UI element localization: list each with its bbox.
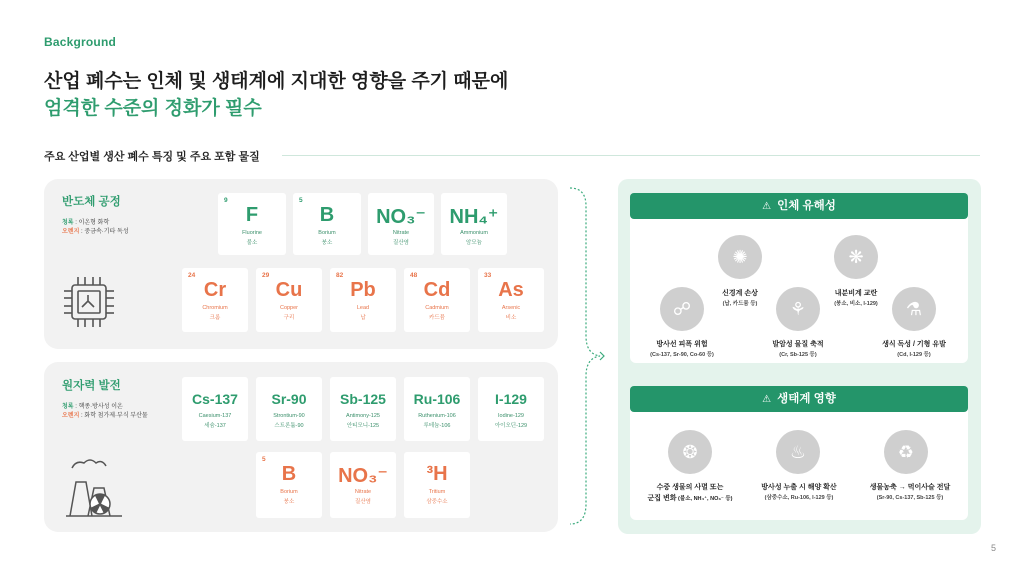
subheading: 주요 산업별 생산 폐수 특징 및 주요 포함 물질 (44, 151, 260, 163)
human-impact-header: ⚠ 인체 유해성 (630, 193, 968, 219)
cells-icon: ⚘ (776, 287, 820, 331)
human-impact-card (630, 193, 968, 363)
impact-sub: (Sr-90, Cs-137, Sb-125 등) (876, 495, 944, 501)
impact-label: 수중 생물의 사멸 또는 (656, 484, 724, 491)
impact-label: 신경계 손상 (722, 290, 758, 297)
impact-label: 생식 독성 / 기형 유발 (882, 341, 946, 348)
impact-label: 방사선 피폭 위험 (656, 341, 708, 348)
element-tile: 5 B Borium 붕소 (293, 193, 361, 255)
element-tile: NO₃⁻ Nitrate 질산염 (330, 452, 396, 518)
impact-label: 생물농축 → 먹이사슬 전달 (869, 484, 951, 491)
chip-icon (58, 271, 120, 333)
cycle-icon: ♻ (884, 430, 928, 474)
brain-icon: ✺ (718, 235, 762, 279)
impact-label: 발암성 물질 축적 (772, 341, 824, 348)
section-tag: Background (44, 35, 117, 49)
fish-icon: ❂ (668, 430, 712, 474)
panel-title: 반도체 공정 (62, 196, 121, 208)
impact-label: 군집 변화 (불소, NH₄⁺, NO₃⁻ 등) (647, 495, 733, 502)
isotope-tile: I-129 Iodine-129 아이오딘-129 (478, 377, 544, 441)
isotope-tile: Sr-90 Strontium-90 스트론튬-90 (256, 377, 322, 441)
warning-icon: ⚠ (762, 394, 772, 405)
element-tile: 48 Cd Cadmium 카드뮴 (404, 268, 470, 332)
divider (282, 155, 980, 156)
element-tile: NO₃⁻ Nitrate 질산염 (368, 193, 434, 255)
page-title: 산업 폐수는 인체 및 생태계에 지대한 영향을 주기 때문에 (44, 71, 509, 92)
impact-panel (618, 179, 981, 534)
element-tile: NH₄⁺ Ammonium 암모늄 (441, 193, 507, 255)
factory-icon: ♨ (776, 430, 820, 474)
impact-sub: (납, 카드뮴 등) (722, 301, 758, 307)
eco-impact-card (630, 386, 968, 520)
isotope-tile: Ru-106 Ruthenium-106 루테늄-106 (404, 377, 470, 441)
impact-sub: (삼중수소, Ru-106, I-129 등) (764, 495, 834, 501)
legend-note: 청록 : 핵종·방사성 이온 오렌지 : 화학 첨가제·부식 부산물 (62, 404, 148, 419)
page-title-highlight: 엄격한 수준의 정화가 필수 (44, 98, 262, 119)
page-number: 5 (990, 543, 996, 553)
molecule-icon: ❋ (834, 235, 878, 279)
impact-sub: (붕소, 비소, I-129) (834, 301, 878, 307)
semiconductor-panel (44, 179, 558, 349)
isotope-tile: Cs-137 Caesium-137 세슘-137 (182, 377, 248, 441)
element-tile: 5 B Borium 붕소 (256, 452, 322, 518)
test-tube-icon: ⚗ (892, 287, 936, 331)
panel-title: 원자력 발전 (62, 380, 121, 392)
element-tile: 33 As Arsenic 비소 (478, 268, 544, 332)
element-tile: ³H Tritium 삼중수소 (404, 452, 470, 518)
brace-connector (564, 186, 612, 526)
isotope-tile: Sb-125 Antimony-125 안티모니-125 (330, 377, 396, 441)
element-tile: 24 Cr Chromium 크롬 (182, 268, 248, 332)
impact-label: 내분비계 교란 (834, 290, 878, 297)
impact-sub: (Cr, Sb-125 등) (779, 352, 817, 358)
impact-label: 방사성 누출 시 해양 확산 (761, 484, 837, 491)
element-tile: 82 Pb Lead 납 (330, 268, 396, 332)
skin-icon: ☍ (660, 287, 704, 331)
nuclear-plant-icon (62, 454, 130, 520)
warning-icon: ⚠ (762, 201, 772, 212)
element-tile: 29 Cu Copper 구리 (256, 268, 322, 332)
element-tile: 9 F Fluorine 불소 (218, 193, 286, 255)
legend-note: 청록 : 이온형 화학 오렌지 : 중금속·기타 독성 (62, 220, 129, 235)
impact-sub: (Cs-137, Sr-90, Co-60 등) (650, 352, 714, 358)
nuclear-panel (44, 362, 558, 532)
impact-sub: (Cd, I-129 등) (897, 352, 931, 358)
eco-impact-header: ⚠ 생태계 영향 (630, 386, 968, 412)
